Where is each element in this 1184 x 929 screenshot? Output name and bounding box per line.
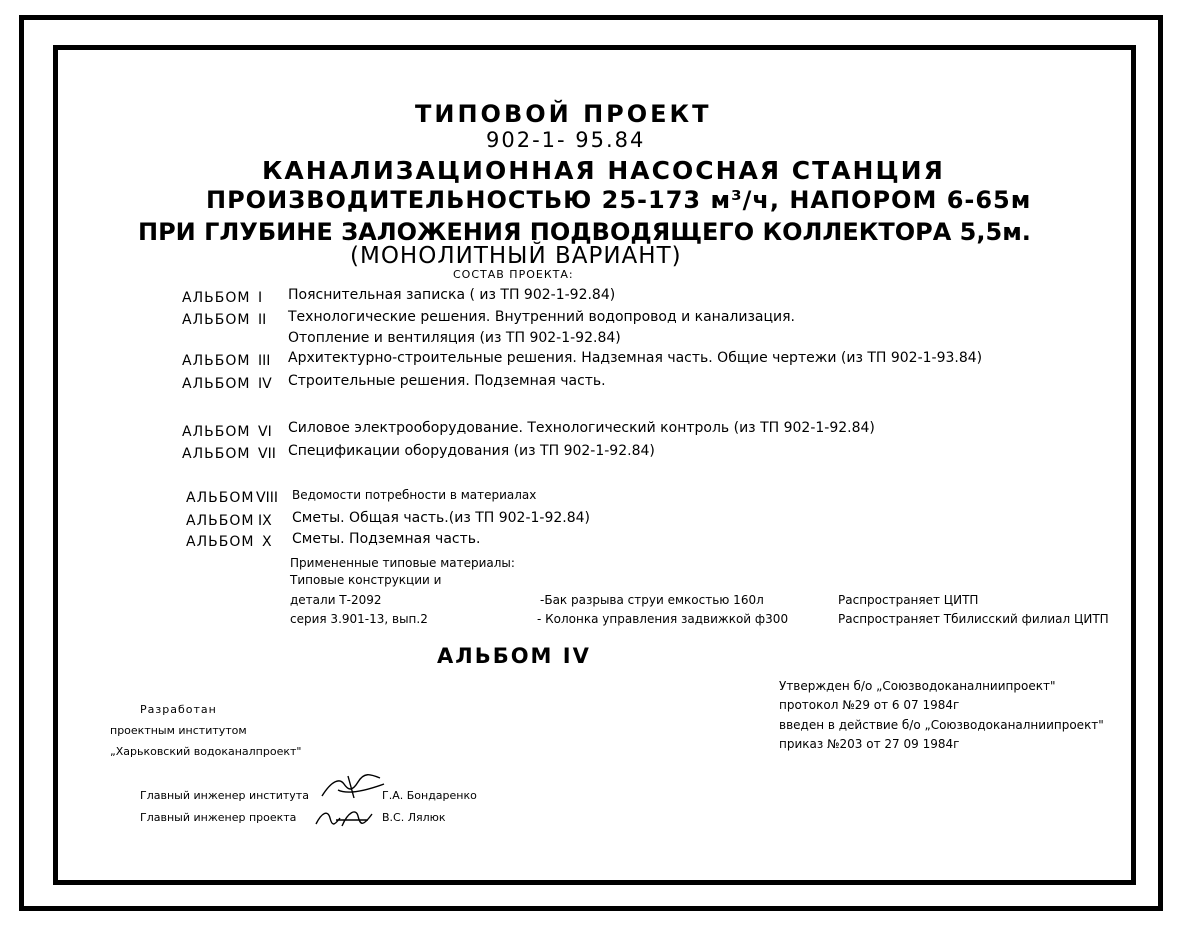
header-line4: (МОНОЛИТНЫЙ ВАРИАНТ) bbox=[350, 243, 682, 269]
album-description: Сметы. Общая часть.(из ТП 902-1-92.84) bbox=[292, 510, 591, 526]
album-number: VII bbox=[258, 446, 276, 462]
album-label: АЛЬБОМ bbox=[186, 490, 255, 506]
album-number: VIII bbox=[256, 490, 278, 506]
album-description: Отопление и вентиляция (из ТП 902-1-92.84) bbox=[288, 330, 621, 346]
materials-row1-mid: -Бак разрыва струи емкостью 160л bbox=[540, 593, 764, 607]
approval-line1: Утвержден б/о „Союзводоканалниипроект" bbox=[779, 679, 1056, 693]
project-number: 902-1- 95.84 bbox=[486, 128, 646, 152]
materials-row2-mid: - Колонка управления задвижкой ф300 bbox=[537, 612, 789, 626]
developer-line1: Разработан bbox=[140, 703, 217, 716]
album-title: АЛЬБОМ IV bbox=[437, 644, 591, 668]
album-number: II bbox=[258, 312, 267, 328]
album-description: Сметы. Подземная часть. bbox=[292, 531, 481, 547]
album-number: I bbox=[258, 290, 263, 306]
materials-heading: Примененные типовые материалы: bbox=[290, 556, 515, 570]
album-label: АЛЬБОМ bbox=[182, 353, 251, 369]
album-label: АЛЬБОМ bbox=[186, 534, 255, 550]
album-description: Спецификации оборудования (из ТП 902-1-92.84) bbox=[288, 443, 655, 459]
approval-line2: протокол №29 от 6 07 1984г bbox=[779, 698, 960, 712]
album-label: АЛЬБОМ bbox=[186, 513, 255, 529]
header-line3: ПРИ ГЛУБИНЕ ЗАЛОЖЕНИЯ ПОДВОДЯЩЕГО КОЛЛЕКТОРА 5,5м. bbox=[138, 218, 1031, 246]
album-description: Строительные решения. Подземная часть. bbox=[288, 373, 606, 389]
album-label: АЛЬБОМ bbox=[182, 424, 251, 440]
album-description: Технологические решения. Внутренний водопровод и канализация. bbox=[288, 309, 795, 325]
developer-line3: „Харьковский водоканалпроект" bbox=[110, 745, 302, 758]
doc-title: ТИПОВОЙ ПРОЕКТ bbox=[415, 100, 712, 128]
chief-engineer-project-name: В.С. Лялюк bbox=[382, 811, 446, 824]
album-description: Ведомости потребности в материалах bbox=[292, 488, 537, 502]
developer-line2: проектным институтом bbox=[110, 724, 247, 737]
album-description: Силовое электрооборудование. Технологический контроль (из ТП 902-1-92.84) bbox=[288, 420, 875, 436]
album-description: Архитектурно-строительные решения. Надземная часть. Общие чертежи (из ТП 902-1-93.84) bbox=[288, 350, 983, 366]
album-label: АЛЬБОМ bbox=[182, 290, 251, 306]
approval-line3: введен в действие б/о „Союзводоканалниипроект" bbox=[779, 718, 1104, 732]
approval-line4: приказ №203 от 27 09 1984г bbox=[779, 737, 960, 751]
materials-row1-right: Распространяет ЦИТП bbox=[838, 593, 979, 607]
composition-heading: СОСТАВ ПРОЕКТА: bbox=[453, 268, 574, 281]
album-number: III bbox=[258, 353, 271, 369]
chief-engineer-institute-role: Главный инженер института bbox=[140, 789, 309, 802]
album-description: Пояснительная записка ( из ТП 902-1-92.84) bbox=[288, 287, 616, 303]
album-label: АЛЬБОМ bbox=[182, 446, 251, 462]
album-number: IX bbox=[258, 513, 272, 529]
album-label: АЛЬБОМ bbox=[182, 376, 251, 392]
album-number: X bbox=[262, 534, 272, 550]
album-number: VI bbox=[258, 424, 272, 440]
album-label: АЛЬБОМ bbox=[182, 312, 251, 328]
chief-engineer-institute-name: Г.А. Бондаренко bbox=[382, 789, 477, 802]
signature-chief-institute bbox=[318, 770, 388, 804]
materials-row1-left: детали Т-2092 bbox=[290, 593, 382, 607]
signature-chief-project bbox=[312, 806, 378, 830]
chief-engineer-project-role: Главный инженер проекта bbox=[140, 811, 297, 824]
materials-subheading: Типовые конструкции и bbox=[290, 573, 442, 587]
album-number: IV bbox=[258, 376, 272, 392]
materials-row2-left: серия 3.901-13, вып.2 bbox=[290, 612, 428, 626]
header-line1: КАНАЛИЗАЦИОННАЯ НАСОСНАЯ СТАНЦИЯ bbox=[262, 156, 945, 185]
materials-row2-right: Распространяет Тбилисский филиал ЦИТП bbox=[838, 612, 1109, 626]
header-line2: ПРОИЗВОДИТЕЛЬНОСТЬЮ 25-173 м³/ч, НАПОРОМ 6-65м bbox=[206, 186, 1032, 214]
